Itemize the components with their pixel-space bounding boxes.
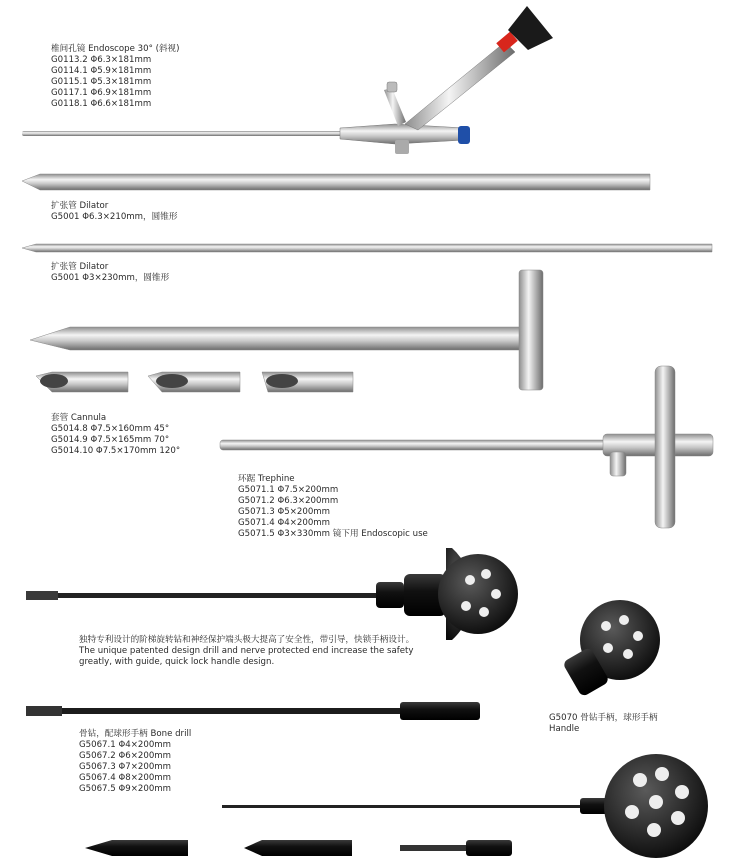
cannula-title: 套管 Cannula (51, 413, 107, 423)
handle-title: G5070 骨钻手柄，球形手柄 (549, 713, 658, 723)
endoscope-label (51, 44, 180, 110)
drill-description-en: greatly, with guide, quick lock handle design. (79, 657, 275, 667)
dilator-large-label (51, 201, 177, 223)
drill-description-cn: 独特专利设计的阶梯旋转钻和神经保护端头极大提高了安全性，带引导，快锁手柄设计。 (79, 635, 415, 645)
handle-label (549, 713, 658, 735)
trephine-spec: G5071.4 Φ4×200mm (238, 518, 331, 528)
dilator-spec: G5001 Φ6.3×210mm，圆锥形 (51, 212, 178, 222)
bone-drill-spec: G5067.2 Φ6×200mm (79, 751, 172, 761)
handle-subtitle: Handle (549, 724, 580, 734)
trephine-label (238, 474, 428, 540)
endoscope-spec: G0118.1 Φ6.6×181mm (51, 99, 152, 109)
drill-description-en: The unique patented design drill and nerve protected end increase the safety (79, 646, 414, 656)
bone-drill-label (79, 729, 191, 795)
bone-drill-image (26, 702, 480, 720)
bone-drill-spec: G5067.3 Φ7×200mm (79, 762, 172, 772)
endoscope-spec: G0114.1 Φ5.9×181mm (51, 66, 152, 76)
cannula-spec: G5014.9 Φ7.5×165mm 70° (51, 435, 170, 445)
trephine-spec: G5071.3 Φ5×200mm (238, 507, 331, 517)
trephine-spec: G5071.1 Φ7.5×200mm (238, 485, 339, 495)
bone-drill-title: 骨钻，配球形手柄 Bone drill (79, 729, 192, 739)
trephine-title: 环踞 Trephine (238, 474, 295, 484)
cannula-image (30, 270, 543, 392)
bone-drill-spec: G5067.1 Φ4×200mm (79, 740, 172, 750)
cannula-label (51, 413, 180, 457)
bone-drill-spec: G5067.4 Φ8×200mm (79, 773, 172, 783)
endoscope-spec: G0115.1 Φ5.3×181mm (51, 77, 152, 87)
trephine-spec: G5071.5 Φ3×330mm 镜下用 Endoscopic use (238, 529, 428, 539)
stepped-drill-image (26, 548, 518, 640)
trephine-spec: G5071.2 Φ6.3×200mm (238, 496, 339, 506)
dilator-small-label (51, 262, 169, 284)
bone-drill-spec: G5067.5 Φ9×200mm (79, 784, 172, 794)
endoscope-spec: G0113.2 Φ6.3×181mm (51, 55, 152, 65)
dilator-spec: G5001 Φ3×230mm，圆锥形 (51, 273, 170, 283)
drill-tips-image (85, 840, 512, 856)
endoscope-title: 椎间孔镜 Endoscope 30° (斜视) (51, 44, 180, 54)
dilator-large-image (22, 174, 650, 190)
cannula-spec: G5014.10 Φ7.5×170mm 120° (51, 446, 181, 456)
ball-handle-image (562, 600, 660, 697)
dilator-title: 扩张管 Dilator (51, 262, 109, 272)
drill-description (79, 635, 414, 668)
endoscope-spec: G0117.1 Φ6.9×181mm (51, 88, 152, 98)
cannula-spec: G5014.8 Φ7.5×160mm 45° (51, 424, 170, 434)
dilator-title: 扩张管 Dilator (51, 201, 109, 211)
dilator-small-image (22, 244, 712, 252)
